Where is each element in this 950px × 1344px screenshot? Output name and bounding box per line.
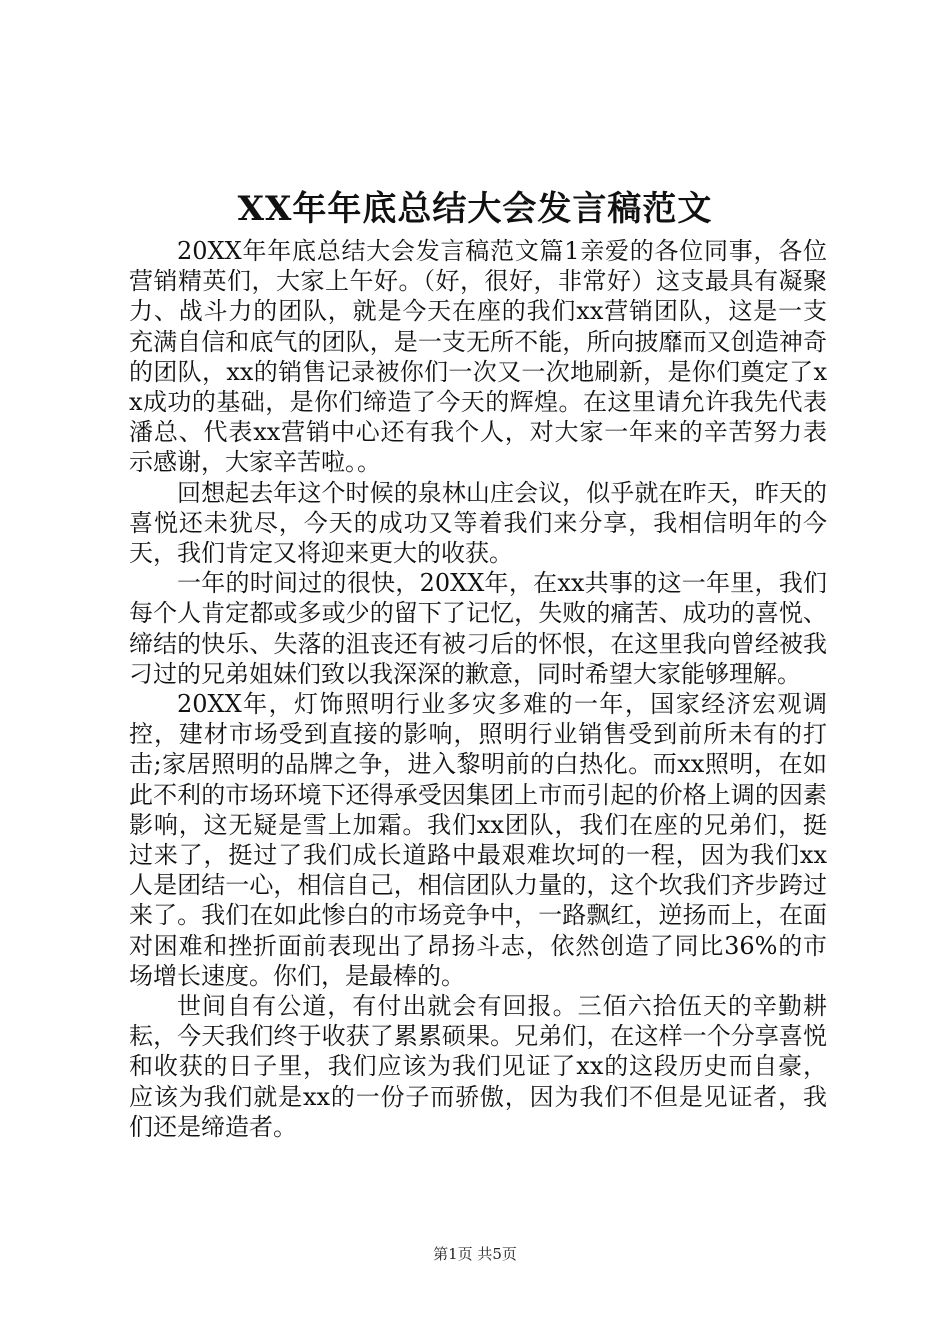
page-footer: 第1页 共5页 (433, 1245, 517, 1263)
paragraph-1: 20XX年年底总结大会发言稿范文篇1亲爱的各位同事，各位营销精英们，大家上午好。（好，很好，非常好）这支最具有凝聚力、战斗力的团队，就是今天在座的我们xx营销团队，这是一支充满自信和底气的团队，是一支无所不能，所向披靡而又创造神奇的团队，xx的销售记录被你们一次又一次地刷新，是你们奠定了xx成功的基础，是你们缔造了今天的辉煌。在这里请允许我先代表潘总、代表xx营销中心还有我个人，对大家一年来的辛苦努力表示感谢，大家辛苦啦。。 (129, 237, 827, 477)
paragraph-3: 一年的时间过的很快，20XX年，在xx共事的这一年里，我们每个人肯定都或多或少的留下了记忆，失败的痛苦、成功的喜悦、缔结的快乐、失落的沮丧还有被刁后的怀恨，在这里我向曾经被我刁过的兄弟姐妹们致以我深深的歉意，同时希望大家能够理解。 (129, 569, 827, 688)
document-body (129, 236, 827, 1142)
paragraph-4: 20XX年，灯饰照明行业多灾多难的一年，国家经济宏观调控，建材市场受到直接的影响，照明行业销售受到前所未有的打击;家居照明的品牌之争，进入黎明前的白热化。而xx照明，在如此不利的市场环境下还得承受因集团上市而引起的价格上调的因素影响，这无疑是雪上加霜。我们xx团队，我们在座的兄弟们，挺过来了，挺过了我们成长道路中最艰难坎坷的一程，因为我们xx人是团结一心，相信自己，相信团队力量的，这个坎我们齐步跨过来了。我们在如此惨白的市场竞争中，一路飘红，逆扬而上，在面对困难和挫折面前表现出了昂扬斗志，依然创造了同比36%的市场增长速度。你们，是最棒的。 (129, 690, 827, 990)
paragraph-5: 世间自有公道，有付出就会有回报。三佰六拾伍天的辛勤耕耘，今天我们终于收获了累累硕果。兄弟们，在这样一个分享喜悦和收获的日子里，我们应该为我们见证了xx的这段历史而自豪，应该为我们就是xx的一份子而骄傲，因为我们不但是见证者，我们还是缔造者。 (129, 992, 827, 1141)
paragraph-2: 回想起去年这个时候的泉林山庄会议，似乎就在昨天，昨天的喜悦还未犹尽，今天的成功又等着我们来分享，我相信明年的今天，我们肯定又将迎来更大的收获。 (129, 478, 827, 568)
document-title: XX年年底总结大会发言稿范文 (237, 189, 713, 229)
